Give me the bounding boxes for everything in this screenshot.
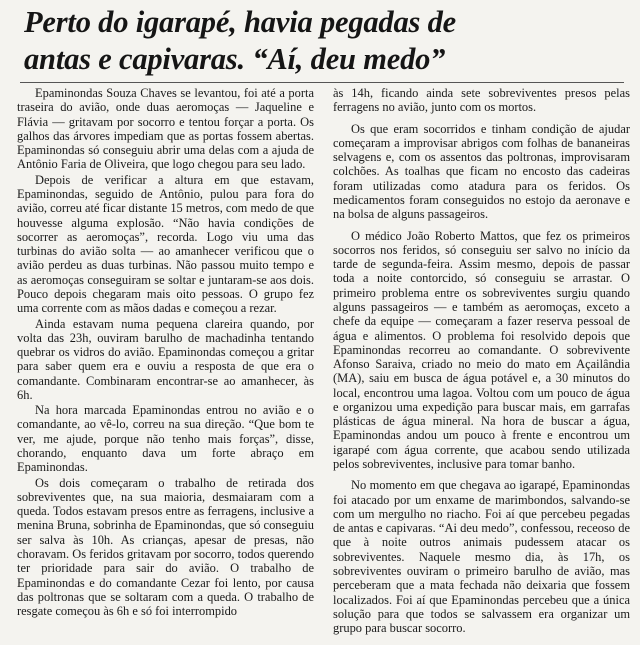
paragraph: O médico João Roberto Mattos, que fez os primeiros socorros nos feridos, só conseguiu ser salvo no início da tarde de segunda-feira. Assim mesmo, depois de passar toda a noite contorcido, só conseguiu se arrastar. O primeiro problema entre os sobreviventes surgiu quando alguns passageiros — e também as aeromoças, exceto a chefe da equipe — começaram a fazer reserva pessoal de água e alimentos. O problema foi resolvido depois que Epaminondas recorreu ao comandante. O sobrevivente Afonso Saraiva, criado no meio do mato em Açailândia (MA), saiu em busca de água potável e, a 30 minutos do local, encontrou uma lagoa. Voltou com um pouco de água e organizou uma expedição para buscar mais, em garrafas plásticas de água mineral. Na hora de buscar a água, Epaminondas andou um pouco à frente e encontrou um igarapé com água corrente, que acabou sendo utilizada pelos sobreviventes, inclusive para tomar banho. (333, 228, 630, 472)
headline-line-2: antas e capivaras. “Aí, deu medo” (24, 42, 446, 76)
right-column (333, 86, 630, 635)
paragraph: Ainda estavam numa pequena clareira quando, por volta das 23h, ouviram barulho de machadinha tentando quebrar os vidros do avião. Epaminondas começou a gritar para saber quem era e ouviu a resposta de que era o comandante. Combinaram encontrar-se ao amanhecer, às 6h. (17, 316, 314, 402)
left-column (17, 86, 314, 618)
paragraph: Epaminondas Souza Chaves se levantou, foi até a porta traseira do avião, onde duas aeromoças — Jaqueline e Flávia — gritavam por socorro e tentou forçar a porta. Os galhos das árvores impediam que as portas fossem abertas. Epaminondas só conseguiu abrir uma delas com a ajuda de Antônio Faria de Oliveira, que logo chegou para seu lado. (17, 86, 314, 172)
paragraph: Na hora marcada Epaminondas entrou no avião e o comandante, ao vê-lo, correu na sua direção. “Que bom te ver, me ajude, porque não tenho mais forças”, disse, chorando, enquanto dava um forte abraço em Epaminondas. (17, 403, 314, 475)
paragraph: Depois de verificar a altura em que estavam, Epaminondas, seguido de Antônio, pulou para fora do avião, correu até ficar distante 15 metros, com medo de que houvesse alguma explosão. “Não havia condições de socorrer as aeromoças”, recorda. Logo viu uma das turbinas do avião solta — ao amanhecer verificou que o avião perdeu as duas turbinas. Não passou muito tempo e as aeromoças conseguiram se soltar e juntaram-se aos dois. Pouco depois chegaram mais oito pessoas. O grupo fez uma corrente com as mãos dadas e começou a rezar. (17, 172, 314, 316)
headline (24, 4, 624, 78)
paragraph: às 14h, ficando ainda sete sobreviventes presos pelas ferragens no avião, junto com os mortos. (333, 86, 630, 115)
headline-rule (20, 82, 624, 83)
paragraph: Os que eram socorridos e tinham condição de ajudar começaram a improvisar abrigos com folhas de bananeiras selvagens e, com os assentos das poltronas, improvisaram colchões. As toalhas que ficam no encosto das cadeiras foram utilizadas como atadura para os feridos. Os medicamentos foram conseguidos no estojo da aeronave e na bolsa de alguns passageiros. (333, 121, 630, 222)
paragraph: Os dois começaram o trabalho de retirada dos sobreviventes que, na sua maioria, desmaiaram com a queda. Todos estavam presos entre as ferragens, inclusive a menina Bruna, sobrinha de Epaminondas, que só conseguiu ser salva às 10h. As crianças, apesar de presas, não choravam. Os feridos gritavam por socorro, todos querendo ter prioridade para sair do avião. O trabalho de Epaminondas e do comandante Cezar foi lento, por causa das poltronas que se soltaram com a queda. O trabalho de resgate começou às 6h e só foi interrompido (17, 475, 314, 619)
headline-line-1: Perto do igarapé, havia pegadas de (24, 5, 457, 39)
paragraph: No momento em que chegava ao igarapé, Epaminondas foi atacado por um enxame de marimbondos, salvando-se com um mergulho no riacho. Foi aí que percebeu pegadas de antas e capivaras. “Ai deu medo”, confessou, receoso de que à noite outros animais pudessem atacar os sobreviventes. Naquele mesmo dia, às 17h, os sobreviventes ouviram o primeiro barulho de avião, mas perceberam que a mata fechada não deixaria que fossem localizados. Foi aí que Epaminondas percebeu que a única solução para que todos se salvassem era organizar um grupo para buscar socorro. (333, 478, 630, 636)
